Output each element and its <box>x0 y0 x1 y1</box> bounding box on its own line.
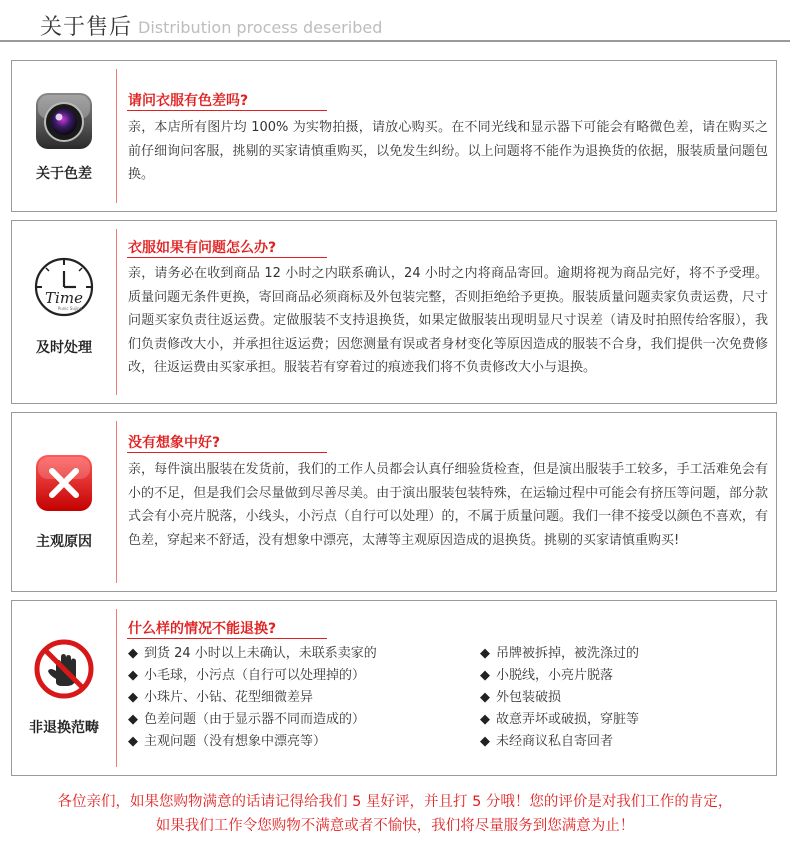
section-label: 非退换范畴 <box>29 720 99 736</box>
section-divider <box>116 229 117 395</box>
list-item: ◆ 主观问题（没有想象中漂亮等） <box>128 731 448 753</box>
section-label: 关于色差 <box>36 166 92 182</box>
question-underline <box>127 452 327 453</box>
bullet-icon: ◆ <box>480 712 490 727</box>
section-question: 什么样的情况不能退换? <box>128 621 277 637</box>
list-item: ◆ 吊牌被拆掉，被洗涤过的 <box>480 643 790 665</box>
section-question: 衣服如果有问题怎么办? <box>128 240 277 256</box>
section-body: 亲，请务必在收到商品 12 小时之内联系确认，24 小时之内将商品寄回。逾期将视为商品完好，将不予受理。质量问题无条件更换，寄回商品必须商标及外包装完整，否则拒绝给予更换。服装质量问题卖家负责运费，尺寸问题买家负责往返运费。定做服装不支持退换货，如果定做服装出现明显尺寸误差（请及时拍照传给客服），我们负责修改大小，并承担往返运费；因您测量有误或者身材变化等原因造成的服装不合身，我们提供一次免费修改，往返运费由买家承担。服装若有穿着过的痕迹我们将不负责修改大小与退换。 <box>128 266 768 375</box>
bullet-icon: ◆ <box>128 734 138 749</box>
section-divider <box>116 421 117 583</box>
list-item: ◆ 到货 24 小时以上未确认，未联系卖家的 <box>128 643 448 665</box>
camera-icon <box>34 91 94 151</box>
list-item: ◆ 小毛球，小污点（自行可以处理掉的） <box>128 665 448 687</box>
list-item: ◆ 故意弄坏或破损，穿脏等 <box>480 709 790 731</box>
page-header <box>0 0 790 44</box>
section-label: 及时处理 <box>36 340 92 356</box>
section-icon-column <box>12 61 116 211</box>
section-question: 请问衣服有色差吗? <box>128 93 249 109</box>
footer-note <box>0 790 790 838</box>
list-column-right <box>480 643 790 753</box>
section-subjective <box>11 412 777 592</box>
section-color-difference <box>11 60 777 212</box>
question-underline <box>127 257 327 258</box>
no-hand-icon <box>34 639 94 699</box>
section-icon-column <box>12 601 116 775</box>
section-handling <box>11 220 777 404</box>
bullet-icon: ◆ <box>480 690 490 705</box>
section-icon-column <box>12 413 116 591</box>
close-icon <box>34 453 94 513</box>
page-title: 关于售后 <box>40 15 133 40</box>
clock-icon-text: Time <box>45 289 83 307</box>
section-icon-column <box>12 221 116 403</box>
question-underline <box>127 638 327 639</box>
footer-line-2: 如果我们工作令您购物不满意或者不愉快，我们将尽量服务到您满意为止！ <box>155 818 635 834</box>
list-item: ◆ 小脱线，小亮片脱落 <box>480 665 790 687</box>
footer-line-1: 各位亲们，如果您购物满意的话请记得给我们 5 星好评，并且打 5 分哦！您的评价是对我们工作的肯定， <box>57 794 733 810</box>
section-divider <box>116 609 117 767</box>
page-subtitle: Distribution process deseribed <box>138 18 383 37</box>
bullet-icon: ◆ <box>128 712 138 727</box>
section-divider <box>116 69 117 203</box>
section-body: 亲，每件演出服装在发货前，我们的工作人员都会认真仔细验货检查，但是演出服装手工较多，手工活难免会有小的不足，但是我们会尽量做到尽善尽美。由于演出服装包装特殊，在运输过程中可能会有挤压等问题，部分款式会有小亮片脱落，小线头，小污点（自行可以处理）的，不属于质量问题。我们一律不接受以颜色不喜欢，有色差，穿起来不舒适，没有想象中漂亮，太薄等主观原因造成的退换货。挑剔的买家请慎重购买! <box>128 462 768 548</box>
bullet-icon: ◆ <box>128 690 138 705</box>
bullet-icon: ◆ <box>480 668 490 683</box>
section-question: 没有想象中好? <box>128 435 221 451</box>
bullet-icon: ◆ <box>480 646 490 661</box>
list-item: ◆ 外包装破损 <box>480 687 790 709</box>
bullet-icon: ◆ <box>128 668 138 683</box>
header-divider <box>0 40 790 42</box>
clock-icon <box>34 257 94 317</box>
list-column-left <box>128 643 448 753</box>
list-item: ◆ 小珠片、小钻、花型细微差异 <box>128 687 448 709</box>
question-underline <box>127 110 327 111</box>
clock-icon-subtext: Punic Sujing <box>57 306 83 311</box>
section-non-returnable <box>11 600 777 776</box>
list-item: ◆ 未经商议私自寄回者 <box>480 731 790 753</box>
bullet-icon: ◆ <box>480 734 490 749</box>
bullet-icon: ◆ <box>128 646 138 661</box>
section-label: 主观原因 <box>36 534 92 550</box>
list-item: ◆ 色差问题（由于显示器不同而造成的） <box>128 709 448 731</box>
section-body: 亲，本店所有图片均 100% 为实物拍摄，请放心购买。在不同光线和显示器下可能会有略微色差，请在购买之前仔细询问客服，挑剔的买家请慎重购买，以免发生纠纷。以上问题将不能作为退换货的依据，服装质量问题包换。 <box>128 120 768 182</box>
